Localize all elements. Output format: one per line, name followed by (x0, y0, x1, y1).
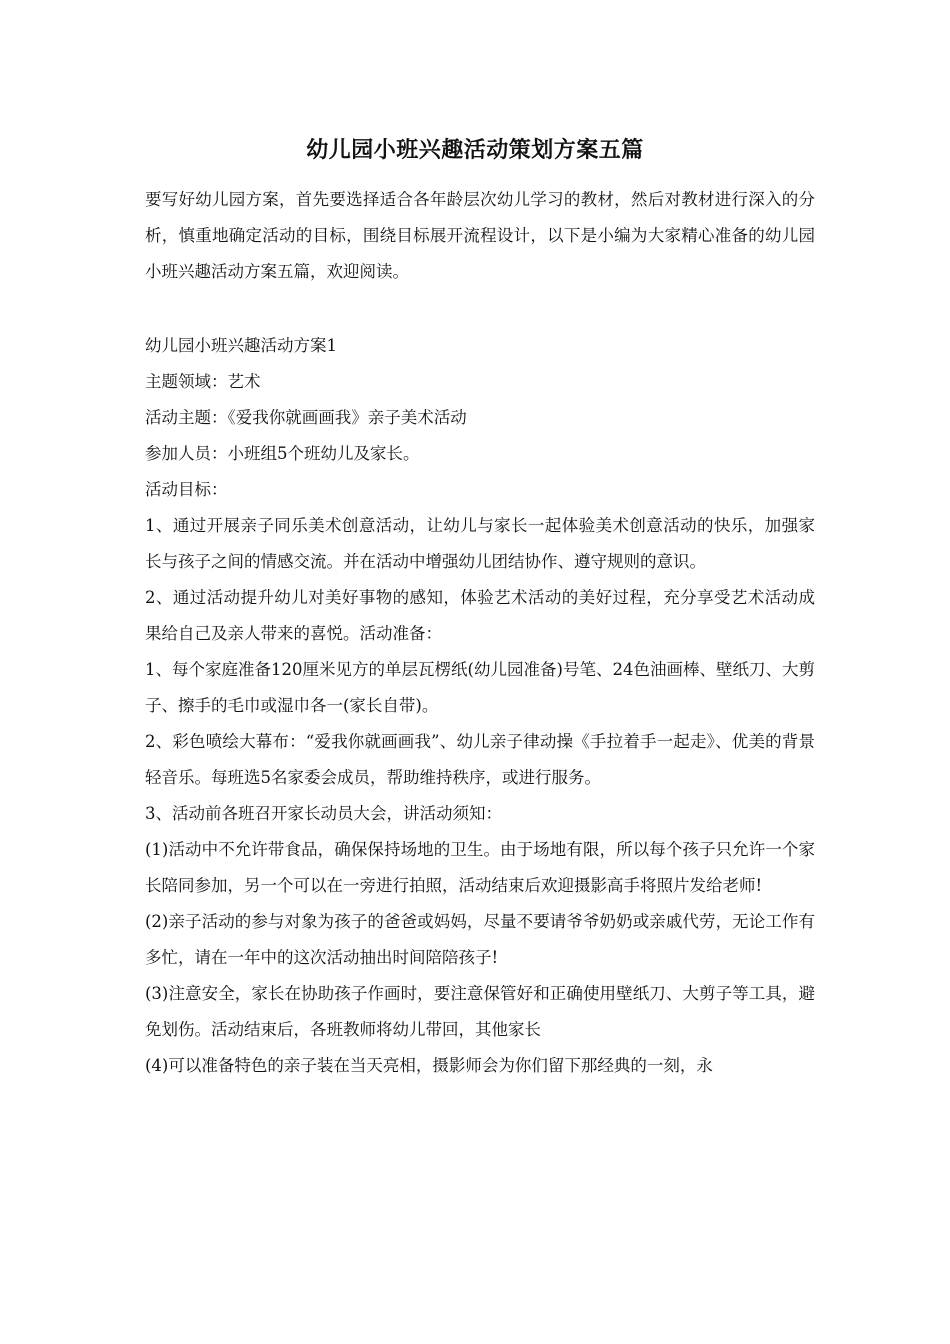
rule-2: (2)亲子活动的参与对象为孩子的爸爸或妈妈，尽量不要请爷爷奶奶或亲戚代劳，无论工作有多忙，请在一年中的这次活动抽出时间陪陪孩子! (145, 912, 815, 967)
goal-2: 2、通过活动提升幼儿对美好事物的感知，体验艺术活动的美好过程，充分享受艺术活动成果给自己及亲人带来的喜悦。活动准备： (145, 588, 815, 643)
rule-4: (4)可以准备特色的亲子装在当天亮相，摄影师会为你们留下那经典的一刻，永 (145, 1056, 713, 1075)
main-section (145, 328, 815, 1084)
goals-heading: 活动目标： (145, 480, 228, 499)
document-title: 幼儿园小班兴趣活动策划方案五篇 (306, 137, 644, 163)
rule-1: (1)活动中不允许带食品，确保保持场地的卫生。由于场地有限，所以每个孩子只允许一个家长陪同参加，另一个可以在一旁进行拍照，活动结束后欢迎摄影高手将照片发给老师! (145, 840, 815, 895)
rule-3: (3)注意安全，家长在协助孩子作画时，要注意保管好和正确使用壁纸刀、大剪子等工具，避免划伤。活动结束后，各班教师将幼儿带回，其他家长 (145, 984, 815, 1039)
participants: 参加人员：小班组5个班幼儿及家长。 (145, 444, 420, 463)
prep-1: 1、每个家庭准备120厘米见方的单层瓦楞纸(幼儿园准备)号笔、24色油画棒、壁纸刀、大剪子、擦手的毛巾或湿巾各一(家长自带)。 (145, 660, 815, 715)
intro-paragraph: 要写好幼儿园方案，首先要选择适合各年龄层次幼儿学习的教材，然后对教材进行深入的分析，慎重地确定活动的目标，围绕目标展开流程设计，以下是小编为大家精心准备的幼儿园小班兴趣活动方案五篇，欢迎阅读。 (145, 190, 815, 281)
section-heading: 幼儿园小班兴趣活动方案1 (145, 336, 337, 355)
theme-field: 主题领域：艺术 (145, 372, 261, 391)
intro-section (145, 182, 815, 290)
activity-theme: 活动主题：《爱我你就画画我》亲子美术活动 (145, 408, 467, 427)
prep-3: 3、活动前各班召开家长动员大会，讲活动须知： (145, 804, 502, 823)
prep-2: 2、彩色喷绘大幕布：“爱我你就画画我”、幼儿亲子律动操《手拉着手一起走》、优美的背景轻音乐。每班选5名家委会成员，帮助维持秩序，或进行服务。 (145, 732, 815, 787)
goal-1: 1、通过开展亲子同乐美术创意活动，让幼儿与家长一起体验美术创意活动的快乐，加强家长与孩子之间的情感交流。并在活动中增强幼儿团结协作、遵守规则的意识。 (145, 516, 815, 571)
